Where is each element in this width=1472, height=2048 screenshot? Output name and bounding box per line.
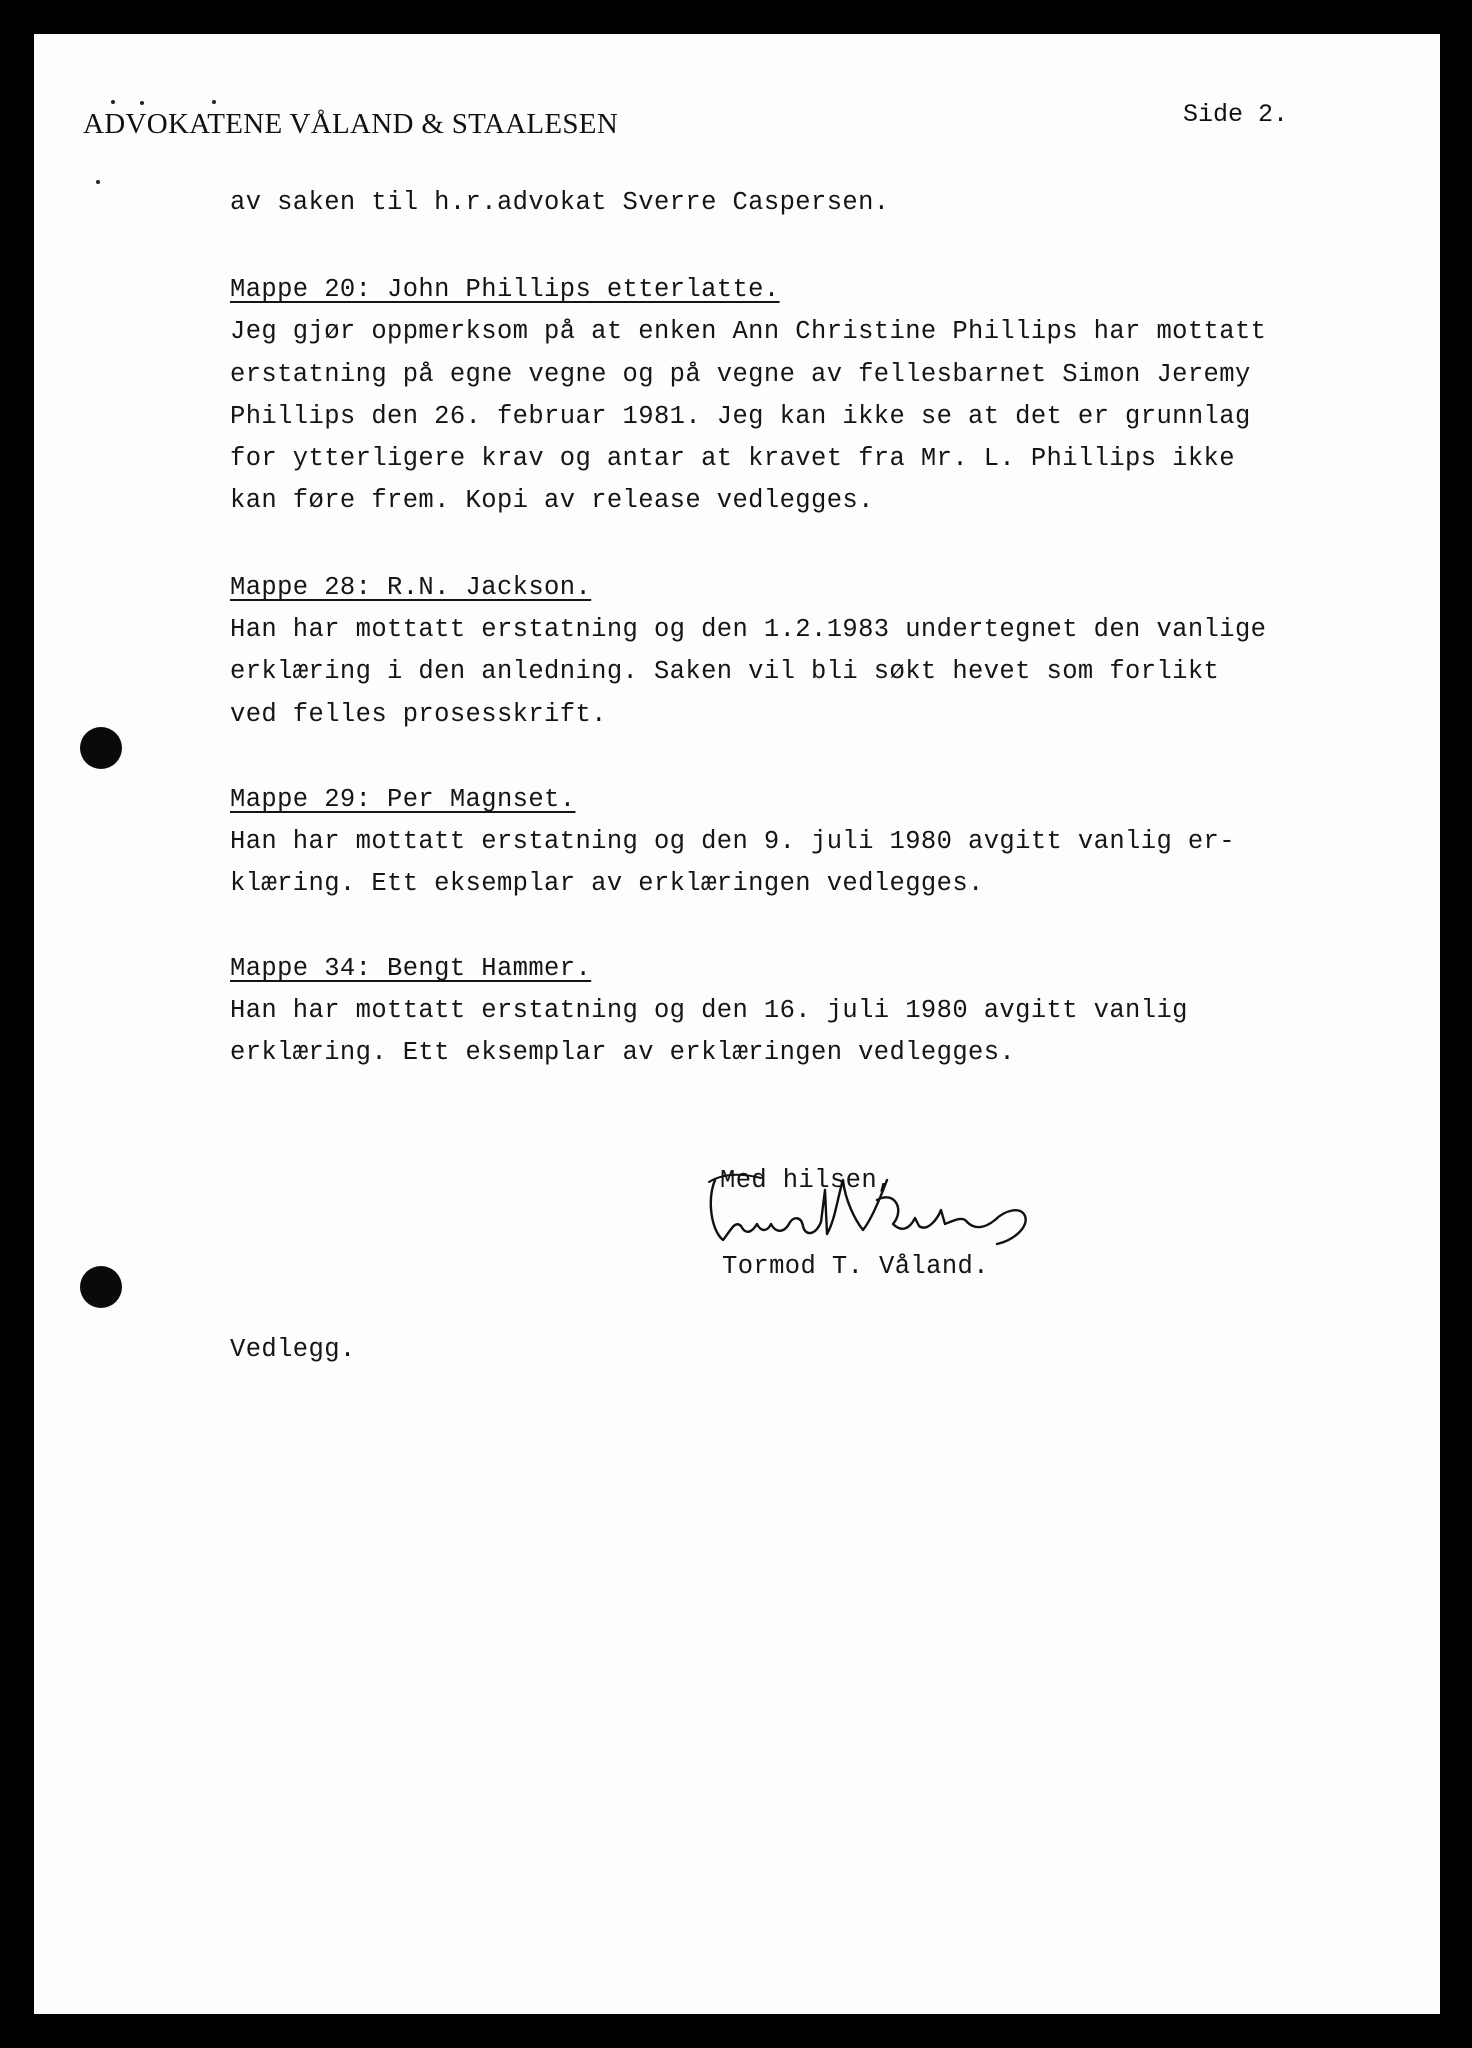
section-line: Han har mottatt erstatning og den 16. juli 1980 avgitt vanlig xyxy=(230,996,1188,1025)
section-line: Jeg gjør oppmerksom på at enken Ann Christine Phillips har mottatt xyxy=(230,317,1267,346)
punch-hole xyxy=(80,1266,122,1308)
signatory-name: Tormod T. Våland. xyxy=(722,1252,989,1281)
section-line: erklæring. Ett eksemplar av erklæringen vedlegges. xyxy=(230,1038,1016,1067)
section-heading: Mappe 29: Per Magnset. xyxy=(230,785,576,814)
section-line: Han har mottatt erstatning og den 1.2.1983 undertegnet den vanlige xyxy=(230,615,1267,644)
section-line: ved felles prosesskrift. xyxy=(230,700,607,729)
closing-greeting: Med hilsen, xyxy=(720,1166,893,1195)
punch-hole xyxy=(80,727,122,769)
smudge-mark xyxy=(111,100,115,104)
section-line: Han har mottatt erstatning og den 9. juli 1980 avgitt vanlig er- xyxy=(230,827,1235,856)
section-line: kan føre frem. Kopi av release vedlegges. xyxy=(230,486,874,515)
smudge-mark xyxy=(212,100,216,104)
section-heading: Mappe 28: R.N. Jackson. xyxy=(230,573,592,602)
letterhead: ADVOKATENE VÅLAND & STAALESEN xyxy=(83,108,619,140)
section-line: for ytterligere krav og antar at kravet fra Mr. L. Phillips ikke xyxy=(230,444,1235,473)
section-heading: Mappe 20: John Phillips etterlatte. xyxy=(230,275,780,304)
handwritten-signature xyxy=(705,1160,1085,1270)
intro-line: av saken til h.r.advokat Sverre Caspersen. xyxy=(230,188,890,217)
section-line: erstatning på egne vegne og på vegne av fellesbarnet Simon Jeremy xyxy=(230,360,1251,389)
section-heading: Mappe 34: Bengt Hammer. xyxy=(230,954,592,983)
section-line: erklæring i den anledning. Saken vil bli søkt hevet som forlikt xyxy=(230,657,1220,686)
section-line: klæring. Ett eksemplar av erklæringen vedlegges. xyxy=(230,869,984,898)
enclosure-note: Vedlegg. xyxy=(230,1335,356,1364)
page-number: Side 2. xyxy=(1183,100,1289,129)
section-line: Phillips den 26. februar 1981. Jeg kan ikke se at det er grunnlag xyxy=(230,402,1251,431)
smudge-mark xyxy=(96,180,100,184)
smudge-mark xyxy=(140,101,144,105)
